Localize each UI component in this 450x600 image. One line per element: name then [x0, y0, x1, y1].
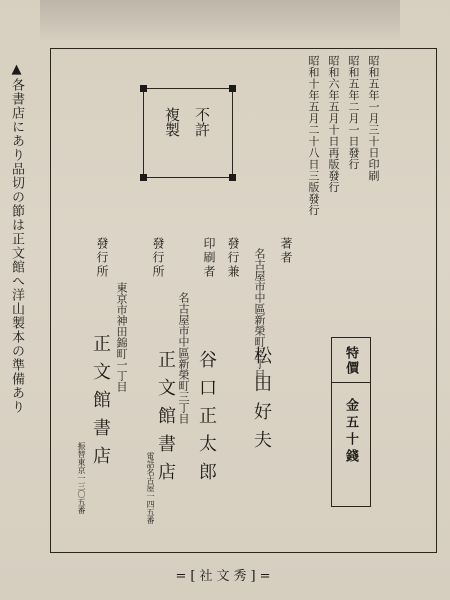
side-note: ▲各書店にあり品切の節は正文館へ洋山製本の準備あり — [9, 62, 24, 414]
printer-mark: =[社文秀]= — [175, 569, 275, 584]
sales-office-address: 東京市神田錦町一丁目 — [115, 282, 128, 392]
stamp-corner-mark — [229, 85, 236, 92]
copyright-stamp — [140, 85, 236, 181]
sales-office-label: 發行所 — [95, 237, 109, 279]
stamp-text-right: 不許 — [193, 107, 211, 137]
date-third-edition: 昭和十年五月二十八日三版發行 — [307, 55, 320, 216]
sales-office-name: 正文館書店 — [90, 334, 111, 474]
stamp-border-right — [232, 91, 233, 175]
date-print: 昭和五年一月三十日印刷 — [367, 55, 380, 182]
publisher-name: 谷口正太郎 — [196, 350, 217, 490]
stamp-text-left: 複製 — [163, 107, 181, 137]
stamp-corner-mark — [140, 174, 147, 181]
author-label: 著者 — [279, 237, 293, 265]
author-name: 松田好夫 — [251, 346, 272, 458]
stamp-corner-mark — [140, 85, 147, 92]
date-publish: 昭和五年二月一日發行 — [347, 55, 360, 170]
sales-office-transfer: 振替東京一三〇五番 — [77, 442, 86, 514]
stamp-border-bottom — [146, 177, 230, 178]
price-value: 金五十錢 — [343, 398, 358, 466]
office-label: 發行所 — [151, 237, 165, 279]
stamp-corner-mark — [229, 174, 236, 181]
office-name: 正文館書店 — [155, 350, 176, 490]
price-divider — [332, 382, 370, 383]
office-phone: 電話名古屋一四五番 — [146, 452, 155, 524]
author-address: 名古屋市中區新榮町三丁目 — [253, 248, 266, 380]
stamp-border-top — [146, 88, 230, 89]
printer-label: 印刷者 — [202, 237, 216, 279]
publisher-label: 發行兼 — [226, 237, 240, 279]
price-label: 特價 — [343, 346, 358, 376]
publisher-address: 名古屋市中區新榮町三丁目 — [177, 292, 190, 424]
stamp-border-left — [143, 91, 144, 175]
price-box — [331, 337, 371, 507]
date-second-edition: 昭和六年五月十日再版發行 — [327, 55, 340, 193]
page-bleed-through — [40, 0, 400, 40]
